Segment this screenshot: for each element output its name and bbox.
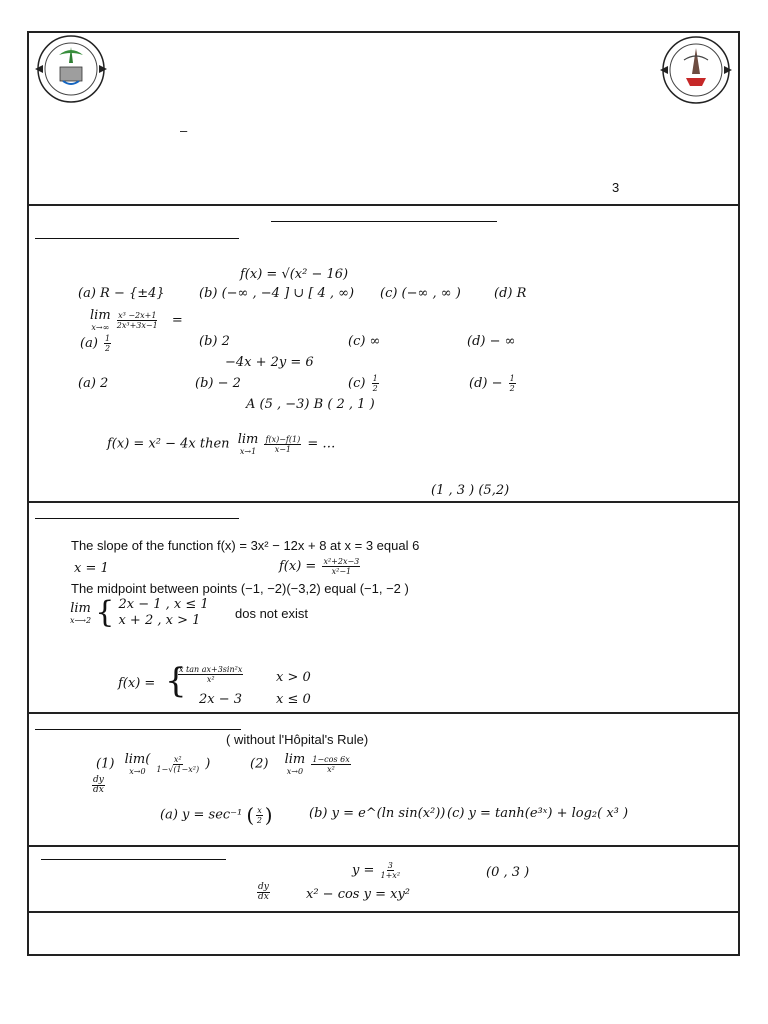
- q5-expression: [107, 432, 335, 456]
- q2-a-num: 1: [105, 334, 111, 343]
- tf2-num: x²+2x−3: [323, 557, 360, 566]
- section4-dydx: [255, 883, 272, 902]
- section4-func-num: 3: [387, 861, 393, 870]
- q1-option-b: (b) (−∞ , −4 ] ∪ [ 4 , ∞): [199, 286, 355, 301]
- q2-denominator: 2x³+3x−1: [116, 320, 158, 330]
- divider-1: [27, 204, 740, 206]
- tf-statement-2-left: x = 1: [74, 561, 109, 576]
- divider-3: [27, 712, 740, 714]
- deriv-c: (c) y = tanh(e³ˣ) + log₂( x³ ): [447, 806, 629, 821]
- section4-dy: dy: [258, 882, 269, 892]
- q2-limit: [90, 308, 183, 332]
- tf5-case1-den: x²: [206, 675, 215, 684]
- q5-denominator: x−1: [274, 444, 291, 454]
- limit-2: [250, 752, 353, 776]
- q2-a-den: 2: [105, 344, 111, 353]
- section3-dx: dx: [93, 785, 104, 795]
- limit2-label: (2): [250, 756, 269, 772]
- deriv-b: (b) y = e^(ln sin(x²)): [309, 806, 446, 821]
- section4-title-underline: [41, 859, 226, 860]
- tf2-lhs: f(x) =: [279, 559, 317, 574]
- deriv-a-den: 2: [256, 815, 262, 825]
- tf5-brace: {: [165, 661, 187, 701]
- deriv-a: (a) y = sec⁻¹ ( $\frac{x}{2}$ ): [160, 803, 273, 827]
- section1-title-underline: [271, 221, 497, 222]
- q3-option-c-label: (c): [348, 376, 366, 391]
- section3-note: ( without l'Hôpital's Rule): [226, 732, 369, 747]
- deriv-a-num: x: [257, 805, 262, 815]
- q3-option-c: [348, 374, 381, 393]
- limit2-den: x²: [327, 764, 335, 774]
- q2-option-a-label: (a): [80, 336, 98, 351]
- section4-dx: dx: [258, 892, 269, 902]
- tf5-case2-cond: x ≤ 0: [276, 692, 311, 707]
- q3-equation: −4x + 2y = 6: [225, 355, 314, 370]
- limit-1: [96, 752, 210, 776]
- divider-4: [27, 845, 740, 847]
- tf4-tail: dos not exist: [235, 606, 308, 621]
- tf4-case-1: 2x − 1 , x ≤ 1: [118, 597, 209, 612]
- deriv-a-text: (a) y = sec⁻¹: [160, 807, 243, 823]
- q2-option-d: (d) − ∞: [467, 334, 516, 349]
- section2-title-underline: [35, 518, 239, 519]
- section3-title-underline: [35, 729, 241, 730]
- tf4-lim-word: lim: [70, 601, 91, 616]
- divider-2: [27, 501, 740, 503]
- q1-function: f(x) = √(x² − 16): [240, 267, 349, 282]
- q5-text: f(x) = x² − 4x then: [107, 436, 230, 452]
- q3-option-d: [469, 374, 518, 393]
- tf4-lim-sub: x⟶2: [70, 616, 92, 625]
- q2-numerator: x³ −2x+1: [118, 310, 157, 320]
- q4-points: A (5 , −3) B ( 2 , 1 ): [246, 397, 375, 412]
- tf4-brace: {: [95, 595, 115, 630]
- university-logo-right: [658, 34, 734, 106]
- q3-option-b: (b) − 2: [195, 376, 241, 391]
- section4-function: [352, 861, 402, 880]
- q2-option-c: (c) ∞: [348, 334, 381, 349]
- limit1-lim-word: lim(: [124, 752, 151, 767]
- q3-d-num: 1: [509, 374, 515, 383]
- q2-lim-sub: x→∞: [91, 323, 110, 332]
- limit1-den: 1−√(1−x²): [156, 764, 200, 774]
- tf-statement-2-right: [279, 557, 362, 576]
- limit2-lim-word: lim: [284, 752, 306, 767]
- section4-implicit: x² − cos y = xy²: [306, 887, 410, 902]
- limit1-label: (1): [96, 756, 115, 772]
- divider-5: [27, 911, 740, 913]
- q2-lim-word: lim: [90, 308, 111, 323]
- q5-lim-word: lim: [237, 432, 259, 447]
- limit1-num: x²: [173, 754, 182, 764]
- q3-option-a: (a) 2: [78, 376, 109, 391]
- header-dash: –: [180, 123, 188, 138]
- tf5-case1-num: x tan ax+3sin²x: [179, 665, 243, 674]
- limit2-lim-sub: x→0: [286, 767, 304, 776]
- q1-option-a: (a) R − {±4}: [78, 286, 165, 301]
- q6-points: (1 , 3 ) (5,2): [431, 483, 510, 498]
- section4-func-lhs: y =: [352, 863, 375, 878]
- q5-lim-sub: x→1: [239, 447, 257, 456]
- tf-statement-4: [70, 597, 209, 629]
- q3-c-den: 2: [372, 384, 378, 393]
- section4-point: (0 , 3 ): [486, 865, 530, 880]
- section4-func-den: 1+x²: [380, 871, 401, 880]
- limit2-num: 1−cos 6x: [312, 754, 350, 764]
- q3-c-num: 1: [372, 374, 378, 383]
- university-logo-left: [33, 33, 109, 105]
- q2-option-a: [80, 334, 113, 353]
- tf2-den: x²−1: [331, 567, 352, 576]
- q3-d-den: 2: [509, 384, 515, 393]
- tf-statement-3: The midpoint between points (−1, −2)(−3,2) equal (−1, −2 ): [71, 581, 409, 596]
- section1-subtitle-underline: [35, 238, 239, 239]
- limit1-lim-sub: x→0: [129, 767, 146, 776]
- q3-option-d-label: (d) −: [469, 376, 503, 391]
- tf5-case-2: 2x − 3: [199, 692, 243, 707]
- tf4-case-2: x + 2 , x > 1: [118, 613, 201, 628]
- tf-statement-1: The slope of the function f(x) = 3x² − 12x + 8 at x = 3 equal 6: [71, 538, 420, 553]
- tf5-lhs: f(x) =: [118, 676, 156, 691]
- tf5-case1-cond: x > 0: [276, 670, 311, 685]
- q2-equals: =: [171, 312, 183, 328]
- q5-tail: = …: [307, 436, 336, 452]
- limit1-close: ): [205, 756, 211, 772]
- q2-option-b: (b) 2: [199, 334, 230, 349]
- q1-option-c: (c) (−∞ , ∞ ): [380, 286, 461, 301]
- q5-numerator: f(x)−f(1): [265, 434, 301, 444]
- tf5-case-1: [176, 665, 245, 684]
- section3-dy: dy: [93, 775, 104, 785]
- header-number: 3: [612, 180, 620, 195]
- section3-dydx: [90, 776, 107, 795]
- q1-option-d: (d) R: [494, 286, 527, 301]
